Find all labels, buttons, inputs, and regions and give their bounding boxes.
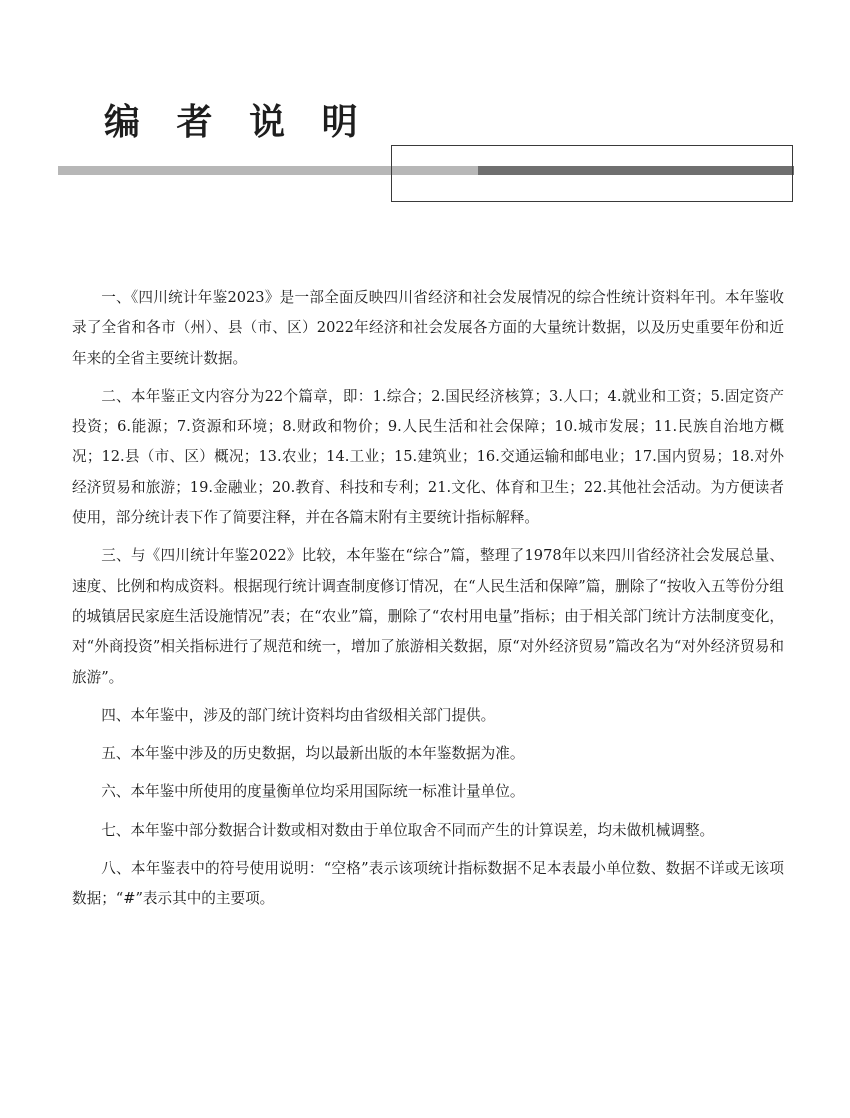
paragraph-3: 三、与《四川统计年鉴2022》比较，本年鉴在“综合”篇，整理了1978年以来四川省经济社会发展总量、速度、比例和构成资料。根据现行统计调查制度修订情况，在“人民生活和保障”篇，删除了“按收入五等份分组的城镇居民家庭生活设施情况”表；在“农业”篇，删除了“农村用电量”指标；由于相关部门统计方法制度变化，对“外商投资”相关指标进行了规范和统一，增加了旅游相关数据，原“对外经济贸易”篇改名为“对外经济贸易和旅游”。 <box>72 547 784 686</box>
page-title: 编 者 说 明 <box>104 102 370 143</box>
paragraph-5: 五、本年鉴中涉及的历史数据，均以最新出版的本年鉴数据为准。 <box>101 745 525 763</box>
paragraph-2: 二、本年鉴正文内容分为22个篇章，即：1.综合；2.国民经济核算；3.人口；4.就业和工资；5.固定资产投资；6.能源；7.资源和环境；8.财政和物价；9.人民生活和社会保障；10.城市发展；11.民族自治地方概况；12.县（市、区）概况；13.农业；14.工业；15.建筑业；16.交通运输和邮电业；17.国内贸易；18.对外经济贸易和旅游；19.金融业；20.教育、科技和专利；21.文化、体育和卫生；22.其他社会活动。为方便读者使用，部分统计表下作了简要注释，并在各篇末附有主要统计指标解释。 <box>72 387 784 527</box>
paragraph-4: 四、本年鉴中，涉及的部门统计资料均由省级相关部门提供。 <box>101 706 496 724</box>
decorative-frame <box>391 145 793 202</box>
paragraph-6: 六、本年鉴中所使用的度量衡单位均采用国际统一标准计量单位。 <box>101 783 525 801</box>
editor-notes-body <box>72 283 784 923</box>
paragraph-7: 七、本年鉴中部分数据合计数或相对数由于单位取舍不同而产生的计算误差，均未做机械调整。 <box>101 821 715 839</box>
paragraph-8: 八、本年鉴表中的符号使用说明：“空格”表示该项统计指标数据不足本表最小单位数、数据不详或无该项数据；“#”表示其中的主要项。 <box>72 860 784 908</box>
paragraph-1: 一、《四川统计年鉴2023》是一部全面反映四川省经济和社会发展情况的综合性统计资料年刊。本年鉴收录了全省和各市（州）、县（市、区）2022年经济和社会发展各方面的大量统计数据，以及历史重要年份和近年来的全省主要统计数据。 <box>72 289 784 367</box>
